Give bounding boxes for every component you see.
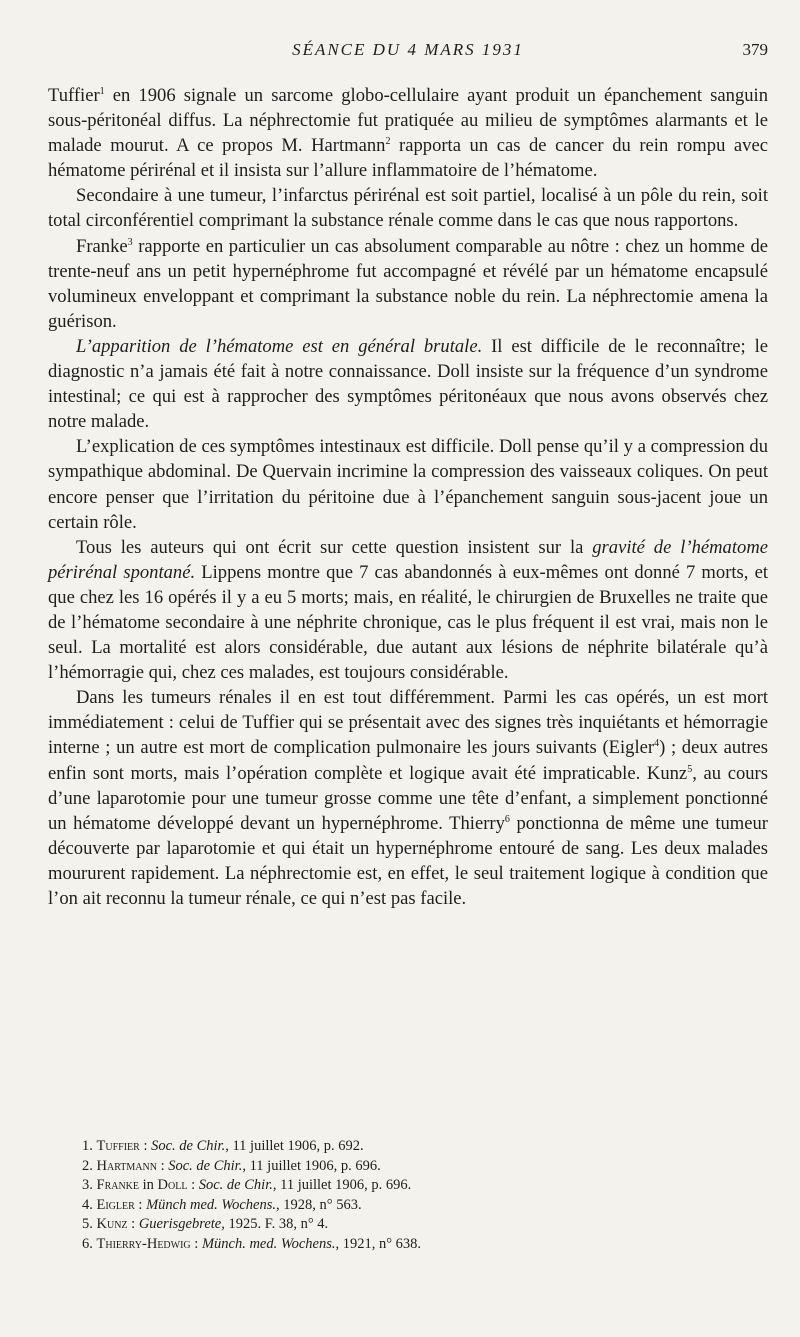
page-number: 379 [742,40,768,59]
text-run: Tous les auteurs qui ont écrit sur cette question insistent sur la [76,536,593,558]
text-run: rapporte en particulier un cas absolument comparable au nôtre : chez un homme de trente-neuf ans un petit hypernéphrome fut accompagné et révélé par un hématome encapsulé volumineux enveloppant et comprimant la substance noble du rein. La néphrectomie amena la guérison. [48,235,768,332]
footnote-item [82,1157,772,1177]
footnote-separator: : [139,1138,152,1154]
text-run: L’explication de ces symptômes intestinaux est difficile. Doll pense qu’il y a compression du sympathique abdominal. De Quervain incrimine la compression des vaisseaux coliques. On peut encore penser que l’irritation du péritoine due à l’épanchement sanguin sous-jacent joue un certain rôle. [48,436,768,533]
text-run: ponctionna de même une tumeur découverte par laparotomie et qui était un hypernéphrome entouré de sang. Les deux malades moururent rapidement. La néphrectomie est, en effet, le seul traitement logique à condition que l’on ait reconnu la tumeur rénale, ce qui n’est pas facile. [48,812,769,909]
footnote-author: Doll [157,1177,188,1194]
italic-text: L’apparition de l’hématome est en général brutale. [76,335,483,357]
body-text [48,83,768,911]
footnote-journal: Münch med. Wochens. [146,1196,277,1213]
footnote-author: Tuffier [96,1138,140,1154]
footnote-separator: in [139,1177,158,1194]
footnote-author: Eigler [96,1196,135,1213]
footnote-ref: 3 [127,236,133,248]
footnote-number: 1. [82,1138,93,1154]
footnote-number: 2. [82,1157,93,1174]
footnote-details: , 11 juillet 1906, p. 696. [242,1157,381,1174]
paragraph [48,434,768,534]
paragraph [48,535,768,686]
footnote-author: Kunz [96,1216,128,1233]
footnotes [82,1137,772,1255]
footnote-number: 3. [82,1177,93,1194]
footnote-item [82,1176,772,1196]
footnote-author: Hartmann [96,1157,157,1174]
text-run: , au cours d’une laparotomie pour une tumeur grosse comme une tête d’enfant, a simplement ponctionné un hématome développé devant un hypernéphrome. Thierry [48,762,768,834]
footnote-ref: 6 [504,813,510,825]
text-run: Il est difficile de le reconnaître; le diagnostic n’a jamais été fait à notre connaissance. Doll insiste sur la fréquence d’un syndrome intestinal; ce qui est à rapprocher des symptômes péritonéaux que nous avons observés chez notre malade. [48,335,768,433]
italic-text: gravité de l’hématome périrénal spontané. [48,536,768,583]
footnote-author: Thierry-Hedwig [96,1235,191,1252]
text-run: ) ; deux autres enfin sont morts, mais l’opération complète et logique avait été impraticable. Kunz [48,737,769,784]
footnote-separator: : [127,1216,139,1233]
running-title: SÉANCE DU 4 MARS 1931 [292,40,524,59]
text-run: Franke [76,235,128,257]
paragraph [48,183,768,233]
text-run: en 1906 signale un sarcome globo-cellulaire ayant produit un épanchement sanguin sous-péritonéal diffus. La néphrectomie fut pratiquée au milieu de symptômes alarmants et le malade mourut. A ce propos M. Hartmann [48,85,768,157]
footnote-item [82,1196,772,1216]
footnote-details: , 1921, n° 638. [335,1235,422,1252]
footnote-item [82,1137,772,1157]
footnote-item [82,1215,772,1235]
footnote-journal: Soc. de Chir. [151,1138,226,1154]
footnote-separator: : [156,1157,169,1174]
footnote-journal: Soc. de Chir. [168,1157,243,1174]
footnote-details: , 1928, n° 563. [276,1196,362,1213]
text-run: Secondaire à une tumeur, l’infarctus périrénal est soit partiel, localisé à un pôle du rein, soit total circonférentiel comprimant la substance rénale comme dans le cas que nous rapportons. [48,185,768,232]
footnote-number: 5. [82,1216,93,1233]
footnote-details: , 1925. F. 38, n° 4. [221,1216,329,1233]
footnote-number: 6. [82,1235,93,1252]
footnote-journal: Guerisgebrete [138,1216,222,1233]
footnote-journal: Münch. med. Wochens. [201,1235,336,1252]
footnote-separator: : [187,1177,199,1194]
text-run: rapporta un cas de cancer du rein rompu avec hématome périrénal et il insista sur l’allure inflammatoire de l’hématome. [48,135,768,182]
footnote-separator: : [134,1196,147,1213]
footnote-author: Franke [96,1177,140,1194]
text-run: Dans les tumeurs rénales il en est tout différemment. Parmi les cas opérés, un est mort immédiatement : celui de Tuffier qui se présentait avec des signes très inquiétants et hémorragie interne ; un autre est mort de complication pulmonaire les jours suivants (Eigler [48,687,768,759]
text-run: Tuffier [48,85,100,106]
footnote-journal: Soc. de Chir. [198,1177,273,1194]
paragraph [48,83,768,183]
paragraph [48,685,768,911]
text-run: Lippens montre que 7 cas abandonnés à eux-mêmes ont donné 7 morts, et que chez les 16 opérés il y a eu 5 morts; mais, en réalité, le chirurgien de Bruxelles ne traite que de l’hématome secondaire à une néphrite chronique, cas le plus fréquent il est vrai, mais non le seul. La mortalité est alors considérable, due autant aux lésions de néphrite bilatérale qu’à l’hémorragie qui, chez ces malades, est toujours considérable. [48,561,768,684]
footnote-ref: 5 [687,763,693,775]
footnote-ref: 2 [385,136,391,148]
paragraph [48,334,768,434]
footnote-details: , 11 juillet 1906, p. 692. [225,1138,364,1154]
paragraph [48,234,768,334]
page-header [48,40,768,64]
footnote-details: , 11 juillet 1906, p. 696. [272,1177,412,1194]
footnote-number: 4. [82,1196,93,1213]
footnote-ref: 4 [654,738,660,750]
footnote-item [82,1235,772,1255]
footnote-separator: : [190,1235,202,1252]
footnote-ref: 1 [99,86,105,97]
